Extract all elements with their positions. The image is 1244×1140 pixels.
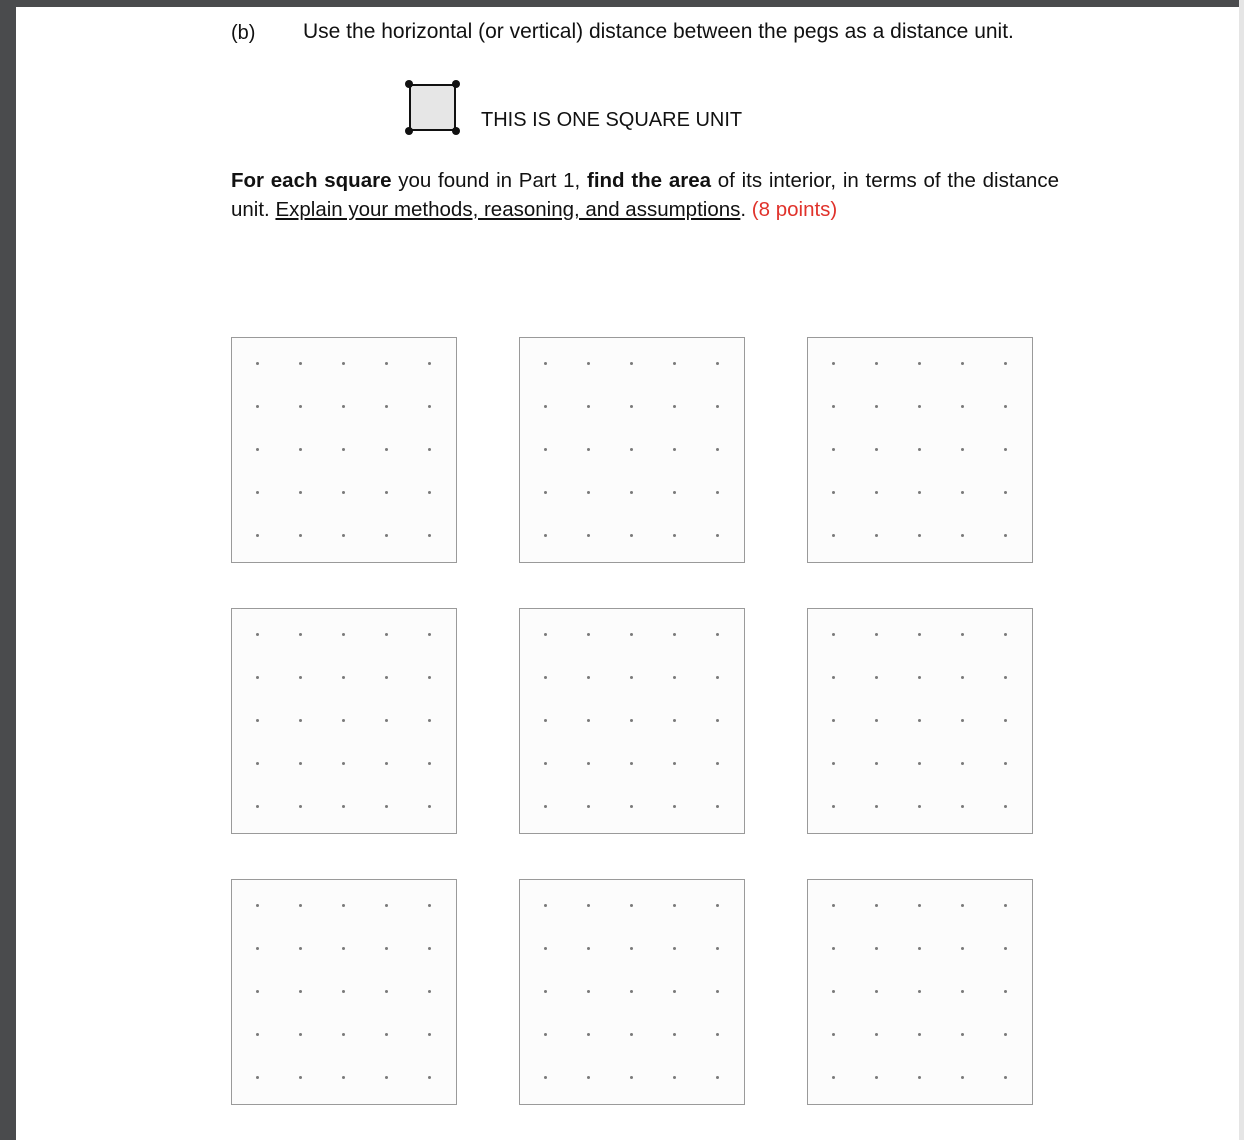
geoboard-peg	[918, 990, 921, 993]
geoboard-peg	[342, 633, 345, 636]
geoboard-peg	[630, 491, 633, 494]
geoboard-peg	[299, 904, 302, 907]
geoboard	[231, 337, 457, 563]
geoboard-peg	[673, 805, 676, 808]
question-bold-1: For each square	[231, 169, 392, 192]
geoboard-peg	[832, 534, 835, 537]
geoboard-peg	[342, 405, 345, 408]
geoboard-peg	[299, 362, 302, 365]
geoboard-peg	[875, 947, 878, 950]
geoboard-peg	[385, 1076, 388, 1079]
geoboard-peg	[832, 762, 835, 765]
geoboard-peg	[428, 904, 431, 907]
geoboard-peg	[587, 947, 590, 950]
instruction-text: Use the horizontal (or vertical) distance between the pegs as a distance unit.	[303, 20, 1014, 43]
geoboard-peg	[630, 904, 633, 907]
geoboard-peg	[299, 534, 302, 537]
geoboard-peg	[299, 405, 302, 408]
geoboard-peg	[716, 633, 719, 636]
geoboard-peg	[875, 534, 878, 537]
geoboard-peg	[673, 362, 676, 365]
geoboard-peg	[716, 805, 719, 808]
geoboard-peg	[875, 448, 878, 451]
geoboard-peg	[544, 1033, 547, 1036]
geoboard-peg	[832, 633, 835, 636]
geoboard-peg	[875, 1076, 878, 1079]
geoboard-peg	[918, 362, 921, 365]
geoboard-peg	[428, 805, 431, 808]
geoboard-peg	[673, 534, 676, 537]
geoboard-peg	[1004, 805, 1007, 808]
geoboard-peg	[961, 947, 964, 950]
geoboard-peg	[630, 762, 633, 765]
geoboard-peg	[875, 676, 878, 679]
geoboard	[231, 879, 457, 1105]
geoboard-peg	[256, 990, 259, 993]
question-text-2: of its interior, in terms of the distance unit.	[231, 169, 1059, 221]
geoboard-peg	[544, 904, 547, 907]
geoboard-peg	[385, 534, 388, 537]
geoboard-peg	[385, 448, 388, 451]
geoboard-peg	[587, 534, 590, 537]
geoboard-peg	[716, 1033, 719, 1036]
geoboard-peg	[630, 676, 633, 679]
geoboard-peg	[630, 805, 633, 808]
geoboard-peg	[630, 719, 633, 722]
geoboard-peg	[673, 904, 676, 907]
geoboard-peg	[875, 904, 878, 907]
geoboard-peg	[1004, 719, 1007, 722]
geoboard-peg	[544, 947, 547, 950]
geoboard-peg	[918, 1033, 921, 1036]
unit-square-corner-peg	[452, 127, 460, 135]
geoboard-peg	[342, 491, 345, 494]
geoboard-peg	[1004, 990, 1007, 993]
geoboard-peg	[299, 633, 302, 636]
geoboard-peg	[428, 990, 431, 993]
part-label: (b)	[231, 22, 256, 44]
geoboard-peg	[587, 362, 590, 365]
question-text-3: .	[740, 198, 752, 221]
geoboard-peg	[385, 947, 388, 950]
geoboard-peg	[544, 491, 547, 494]
geoboard-peg	[428, 405, 431, 408]
geoboard-peg	[256, 491, 259, 494]
geoboard	[519, 337, 745, 563]
geoboard-peg	[587, 990, 590, 993]
geoboard-peg	[716, 405, 719, 408]
geoboard-peg	[716, 491, 719, 494]
geoboard-peg	[342, 990, 345, 993]
geoboard-peg	[961, 1076, 964, 1079]
geoboard-peg	[428, 633, 431, 636]
geoboard-peg	[428, 491, 431, 494]
page-right-edge	[1239, 0, 1244, 1140]
unit-square-corner-peg	[452, 80, 460, 88]
geoboard-peg	[961, 633, 964, 636]
geoboard-peg	[342, 947, 345, 950]
geoboard-peg	[918, 1076, 921, 1079]
geoboard-peg	[716, 947, 719, 950]
geoboard-peg	[832, 405, 835, 408]
geoboard-peg	[428, 362, 431, 365]
geoboard-peg	[630, 405, 633, 408]
geoboard-peg	[256, 534, 259, 537]
geoboard-peg	[961, 762, 964, 765]
geoboard-peg	[428, 1033, 431, 1036]
geoboard-peg	[630, 947, 633, 950]
geoboard-peg	[832, 719, 835, 722]
geoboard-peg	[961, 676, 964, 679]
geoboard-peg	[544, 719, 547, 722]
geoboard-peg	[716, 448, 719, 451]
geoboard-peg	[961, 362, 964, 365]
geoboard-peg	[385, 362, 388, 365]
geoboard	[519, 608, 745, 834]
geoboard-peg	[1004, 405, 1007, 408]
geoboard-peg	[1004, 1033, 1007, 1036]
geoboard	[231, 608, 457, 834]
geoboard-peg	[832, 676, 835, 679]
geoboard-peg	[630, 1076, 633, 1079]
geoboard-peg	[918, 719, 921, 722]
geoboard-peg	[342, 1076, 345, 1079]
unit-square-corner-peg	[405, 80, 413, 88]
geoboard-peg	[918, 947, 921, 950]
geoboard-peg	[342, 362, 345, 365]
geoboard-peg	[428, 534, 431, 537]
geoboard-peg	[385, 805, 388, 808]
geoboard-peg	[587, 904, 590, 907]
geoboard-peg	[342, 448, 345, 451]
geoboard-peg	[1004, 904, 1007, 907]
geoboard	[807, 879, 1033, 1105]
geoboard-peg	[832, 904, 835, 907]
geoboard-peg	[918, 405, 921, 408]
geoboard-peg	[961, 448, 964, 451]
geoboard-peg	[544, 1076, 547, 1079]
geoboard-peg	[1004, 362, 1007, 365]
geoboard-peg	[1004, 762, 1007, 765]
geoboard-peg	[630, 448, 633, 451]
geoboard-peg	[587, 1033, 590, 1036]
geoboard-peg	[1004, 676, 1007, 679]
geoboard-peg	[587, 719, 590, 722]
geoboard-peg	[961, 534, 964, 537]
geoboard-peg	[256, 719, 259, 722]
geoboard-peg	[385, 633, 388, 636]
geoboard	[807, 337, 1033, 563]
geoboard-peg	[630, 633, 633, 636]
geoboard-peg	[630, 534, 633, 537]
geoboard-peg	[673, 1033, 676, 1036]
geoboard-peg	[299, 448, 302, 451]
geoboard-peg	[918, 491, 921, 494]
geoboard-peg	[832, 448, 835, 451]
geoboard-peg	[630, 362, 633, 365]
unit-square-corner-peg	[405, 127, 413, 135]
geoboard-peg	[299, 676, 302, 679]
geoboard-peg	[673, 405, 676, 408]
geoboard-peg	[673, 491, 676, 494]
geoboard-peg	[961, 805, 964, 808]
geoboard-peg	[832, 1076, 835, 1079]
geoboard-peg	[256, 805, 259, 808]
geoboard-peg	[385, 762, 388, 765]
geoboard-peg	[875, 1033, 878, 1036]
geoboard-peg	[342, 1033, 345, 1036]
geoboard-peg	[832, 362, 835, 365]
geoboard-peg	[832, 805, 835, 808]
geoboard-peg	[385, 676, 388, 679]
geoboard-peg	[544, 405, 547, 408]
unit-square-diagram	[409, 84, 456, 131]
geoboard-peg	[385, 1033, 388, 1036]
geoboard-peg	[1004, 633, 1007, 636]
geoboard-peg	[961, 405, 964, 408]
geoboard	[519, 879, 745, 1105]
geoboard-peg	[256, 676, 259, 679]
geoboard-peg	[918, 676, 921, 679]
geoboard-peg	[716, 676, 719, 679]
geoboard	[807, 608, 1033, 834]
geoboard-peg	[587, 448, 590, 451]
geoboard-peg	[673, 762, 676, 765]
geoboard-peg	[587, 762, 590, 765]
geoboard-peg	[544, 448, 547, 451]
geoboard-peg	[630, 990, 633, 993]
points-label: (8 points)	[751, 198, 838, 221]
geoboard-peg	[875, 805, 878, 808]
geoboard-peg	[918, 534, 921, 537]
geoboard-peg	[256, 904, 259, 907]
geoboard-peg	[544, 534, 547, 537]
geoboard-peg	[299, 762, 302, 765]
geoboard-peg	[832, 947, 835, 950]
geoboard-peg	[256, 1033, 259, 1036]
geoboard-peg	[961, 1033, 964, 1036]
geoboard-peg	[544, 990, 547, 993]
geoboard-peg	[716, 534, 719, 537]
geoboard-peg	[342, 676, 345, 679]
geoboard-peg	[716, 904, 719, 907]
geoboard-peg	[385, 491, 388, 494]
geoboard-peg	[587, 491, 590, 494]
geoboard-peg	[299, 1033, 302, 1036]
geoboard-peg	[299, 491, 302, 494]
geoboard-peg	[299, 1076, 302, 1079]
geoboard-peg	[544, 805, 547, 808]
geoboard-peg	[1004, 1076, 1007, 1079]
geoboard-peg	[961, 904, 964, 907]
geoboard-peg	[875, 633, 878, 636]
geoboard-peg	[256, 448, 259, 451]
geoboard-peg	[673, 990, 676, 993]
geoboard-peg	[587, 633, 590, 636]
geoboard-peg	[342, 719, 345, 722]
geoboard-peg	[1004, 448, 1007, 451]
geoboard-peg	[428, 1076, 431, 1079]
geoboard-peg	[544, 362, 547, 365]
geoboard-peg	[342, 534, 345, 537]
geoboard-peg	[342, 805, 345, 808]
geoboard-peg	[256, 762, 259, 765]
question-bold-2: find the area	[587, 169, 711, 192]
geoboard-peg	[918, 448, 921, 451]
geoboard-peg	[428, 719, 431, 722]
geoboard-peg	[673, 1076, 676, 1079]
geoboard-peg	[428, 947, 431, 950]
geoboard-peg	[428, 448, 431, 451]
geoboard-peg	[716, 719, 719, 722]
geoboard-peg	[587, 405, 590, 408]
geoboard-peg	[385, 719, 388, 722]
geoboard-peg	[832, 1033, 835, 1036]
geoboard-peg	[385, 904, 388, 907]
geoboard-peg	[587, 676, 590, 679]
geoboard-peg	[832, 491, 835, 494]
geoboard-peg	[256, 633, 259, 636]
window-top-bar	[0, 0, 1244, 7]
geoboard-peg	[716, 362, 719, 365]
geoboard-peg	[918, 633, 921, 636]
geoboard-peg	[587, 1076, 590, 1079]
geoboard-peg	[630, 1033, 633, 1036]
geoboard-peg	[832, 990, 835, 993]
geoboard-peg	[875, 362, 878, 365]
geoboard-peg	[673, 719, 676, 722]
geoboard-peg	[918, 762, 921, 765]
unit-square-label: THIS IS ONE SQUARE UNIT	[481, 109, 743, 131]
geoboard-peg	[875, 990, 878, 993]
viewer-left-gutter	[0, 0, 16, 1140]
geoboard-peg	[673, 947, 676, 950]
geoboard-peg	[1004, 534, 1007, 537]
geoboard-peg	[342, 762, 345, 765]
geoboard-peg	[716, 1076, 719, 1079]
geoboard-peg	[299, 947, 302, 950]
geoboard-peg	[961, 990, 964, 993]
geoboard-peg	[673, 633, 676, 636]
geoboard-peg	[299, 719, 302, 722]
geoboard-peg	[299, 990, 302, 993]
geoboard-peg	[256, 1076, 259, 1079]
question-underlined: Explain your methods, reasoning, and assumptions	[275, 198, 741, 221]
geoboard-peg	[875, 762, 878, 765]
geoboard-peg	[875, 491, 878, 494]
geoboard-peg	[1004, 947, 1007, 950]
question-text-1: you found in Part 1,	[391, 169, 587, 192]
geoboard-peg	[716, 990, 719, 993]
geoboard-peg	[961, 491, 964, 494]
geoboard-peg	[544, 762, 547, 765]
geoboard-peg	[385, 990, 388, 993]
geoboard-peg	[961, 719, 964, 722]
geoboard-peg	[544, 676, 547, 679]
question-paragraph	[231, 166, 1059, 224]
geoboard-peg	[385, 405, 388, 408]
geoboard-peg	[1004, 491, 1007, 494]
geoboard-peg	[299, 805, 302, 808]
geoboard-peg	[875, 719, 878, 722]
geoboard-peg	[544, 633, 547, 636]
geoboard-peg	[256, 947, 259, 950]
geoboard-peg	[256, 362, 259, 365]
geoboard-peg	[256, 405, 259, 408]
geoboard-peg	[673, 448, 676, 451]
geoboard-peg	[875, 405, 878, 408]
geoboard-peg	[428, 676, 431, 679]
geoboard-peg	[587, 805, 590, 808]
geoboard-peg	[918, 805, 921, 808]
geoboard-peg	[428, 762, 431, 765]
geoboard-peg	[918, 904, 921, 907]
geoboard-peg	[716, 762, 719, 765]
geoboard-peg	[342, 904, 345, 907]
geoboard-peg	[673, 676, 676, 679]
